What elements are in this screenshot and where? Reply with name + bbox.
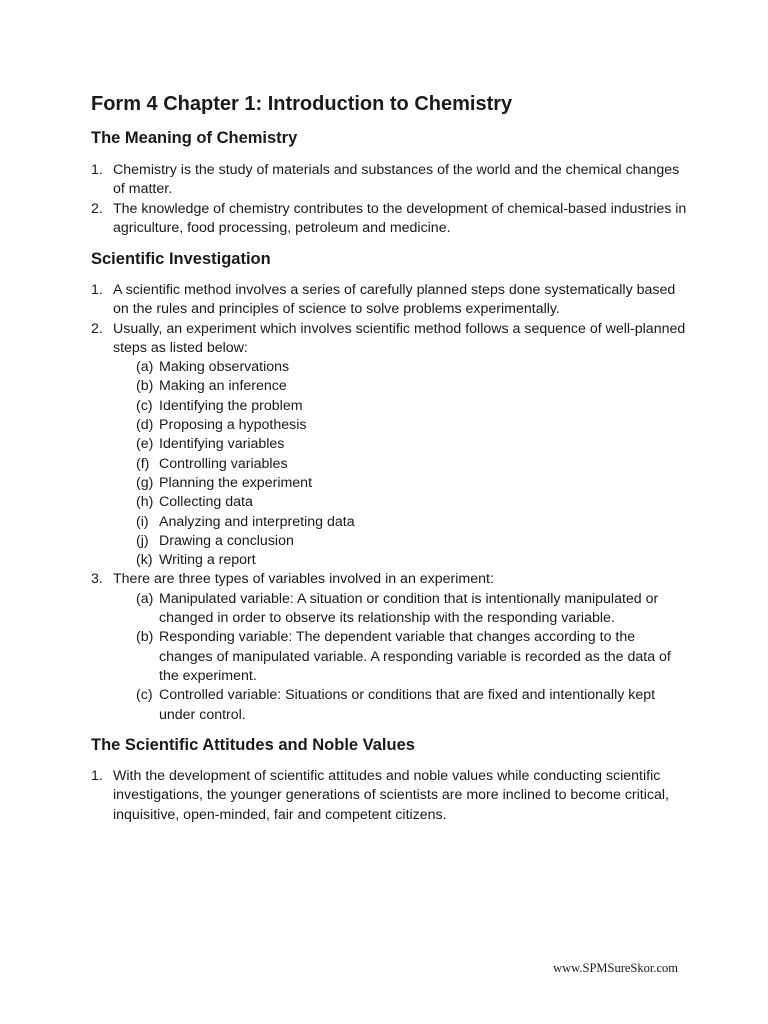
item-text: With the development of scientific attitudes and noble values while conducting scientific investigations, the younger generations of scientists are more inclined to become critical, inquisitive, open-minded, fair and competent citizens.	[113, 768, 669, 823]
sub-item	[136, 590, 691, 629]
sub-item	[136, 493, 691, 512]
sub-item-letter: (d)	[136, 417, 154, 434]
list-item	[91, 320, 691, 571]
sub-item-letter: (g)	[136, 474, 154, 491]
item-number: 2.	[91, 200, 103, 217]
sub-item-letter: (h)	[136, 494, 154, 511]
sub-item	[136, 416, 691, 435]
footer-website: www.SPMSureSkor.com	[553, 961, 678, 975]
item-text: A scientific method involves a series of carefully planned steps done systematically based on the rules and principles of science to solve problems experimentally.	[113, 282, 676, 318]
sub-item-text: Controlled variable: Situations or conditions that are fixed and intentionally kept under control.	[159, 687, 656, 723]
sub-item-letter: (f)	[136, 455, 150, 472]
sub-item	[136, 397, 691, 416]
sub-item-letter: (b)	[136, 629, 154, 646]
sub-item-letter: (j)	[136, 532, 149, 549]
list-item	[91, 161, 691, 200]
sub-item-letter: (a)	[136, 590, 154, 607]
list-item	[91, 767, 691, 825]
sub-item-letter: (k)	[136, 552, 153, 569]
sub-item	[136, 532, 691, 551]
attitudes-list	[91, 767, 691, 825]
sub-item-text: Planning the experiment	[159, 474, 313, 491]
list-item	[91, 200, 691, 239]
sub-item	[136, 513, 691, 532]
item-number: 1.	[91, 768, 103, 784]
sub-item	[136, 377, 691, 396]
sub-item-text: Responding variable: The dependent variable that changes according to the changes of manipulated variable. A responding variable is recorded as the data of the experiment.	[159, 629, 671, 684]
investigation-list	[91, 281, 691, 725]
sub-item-text: Analyzing and interpreting data	[159, 513, 355, 530]
sub-item-text: Identifying the problem	[159, 397, 303, 414]
sub-item-letter: (e)	[136, 436, 154, 453]
item-number: 3.	[91, 571, 103, 588]
sub-item	[136, 551, 691, 570]
sub-item-text: Collecting data	[159, 494, 253, 511]
item-number: 2.	[91, 320, 103, 337]
sub-item-text: Manipulated variable: A situation or condition that is intentionally manipulated or changed in order to observe its relationship with the responding variable.	[159, 590, 659, 627]
sub-item	[136, 686, 691, 725]
sub-item	[136, 455, 691, 474]
sub-item	[136, 474, 691, 493]
page-title: Form 4 Chapter 1: Introduction to Chemistry	[91, 93, 513, 115]
sub-item-letter: (c)	[136, 397, 153, 414]
sub-item	[136, 435, 691, 454]
sub-item-letter: (a)	[136, 359, 154, 376]
sub-item-text: Making observations	[159, 359, 290, 376]
sub-item-text: Proposing a hypothesis	[159, 417, 307, 434]
steps-sublist	[113, 358, 691, 570]
sub-item-letter: (b)	[136, 378, 154, 395]
section-heading-scientific-attitudes: The Scientific Attitudes and Noble Values	[91, 736, 415, 754]
item-text: Usually, an experiment which involves scientific method follows a sequence of well-planned steps as listed below:	[113, 320, 686, 356]
item-text: The knowledge of chemistry contributes to the development of chemical-based industries in agriculture, food processing, petroleum and medicine.	[113, 200, 687, 236]
sub-item-letter: (i)	[136, 513, 149, 530]
sub-item-text: Identifying variables	[159, 436, 285, 453]
sub-item	[136, 628, 691, 686]
sub-item-letter: (c)	[136, 687, 153, 704]
list-item	[91, 570, 691, 724]
sub-item-text: Controlling variables	[159, 455, 288, 472]
meaning-list	[91, 161, 691, 238]
section-heading-meaning-of-chemistry: The Meaning of Chemistry	[91, 129, 298, 147]
sub-item-text: Drawing a conclusion	[159, 532, 294, 549]
item-number: 1.	[91, 162, 103, 178]
item-number: 1.	[91, 282, 103, 298]
sub-item	[136, 358, 691, 377]
item-text: There are three types of variables involved in an experiment:	[113, 571, 494, 588]
item-text: Chemistry is the study of materials and substances of the world and the chemical changes of matter.	[113, 162, 680, 198]
sub-item-text: Writing a report	[159, 552, 256, 569]
variables-sublist	[113, 590, 691, 725]
sub-item-text: Making an inference	[159, 378, 287, 395]
list-item	[91, 281, 691, 320]
section-heading-scientific-investigation: Scientific Investigation	[91, 250, 271, 268]
